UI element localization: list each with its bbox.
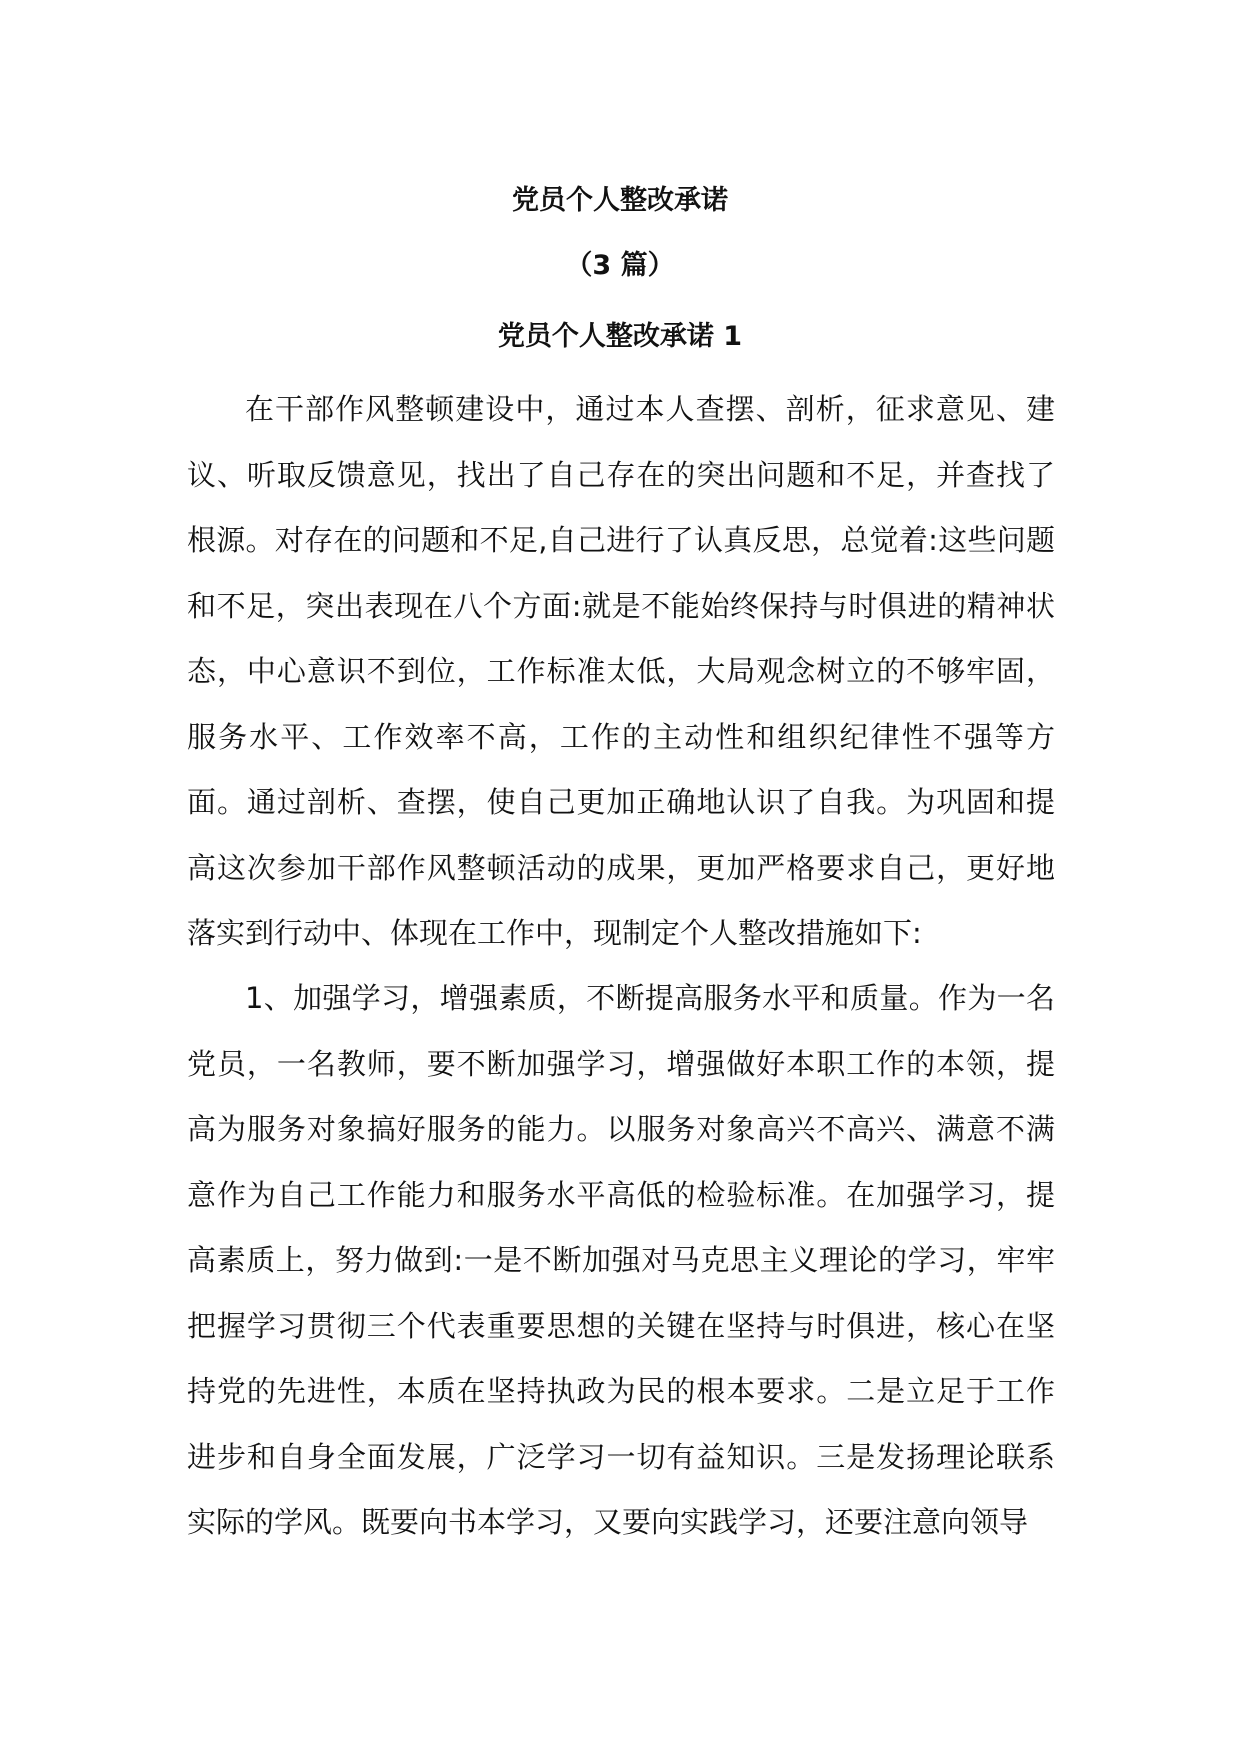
section-heading: 党员个人整改承诺 1	[497, 321, 743, 352]
body-paragraph-1-container	[187, 377, 1055, 967]
body-paragraph-2-container	[187, 966, 1055, 1556]
body-paragraph: 在干部作风整顿建设中，通过本人查摆、剖析，征求意见、建议、听取反馈意见，找出了自己存在的突出问题和不足，并查找了根源。对存在的问题和不足,自己进行了认真反思，总觉着:这些问题和不足，突出表现在八个方面:就是不能始终保持与时俱进的精神状态，中心意识不到位，工作标准太低，大局观念树立的不够牢固，服务水平、工作效率不高，工作的主动性和组织纪律性不强等方面。通过剖析、查摆，使自己更加正确地认识了自我。为巩固和提高这次参加干部作风整顿活动的成果，更加严格要求自己，更好地落实到行动中、体现在工作中，现制定个人整改措施如下:	[187, 392, 1055, 950]
body-paragraph: 1、加强学习，增强素质，不断提高服务水平和质量。作为一名党员，一名教师，要不断加强学习，增强做好本职工作的本领，提高为服务对象搞好服务的能力。以服务对象高兴不高兴、满意不满意作为自己工作能力和服务水平高低的检验标准。在加强学习，提高素质上，努力做到:一是不断加强对马克思主义理论的学习，牢牢把握学习贯彻三个代表重要思想的关键在坚持与时俱进，核心在坚持党的先进性，本质在坚持执政为民的根本要求。二是立足于工作进步和自身全面发展，广泛学习一切有益知识。三是发扬理论联系实际的学风。既要向书本学习，又要向实践学习，还要注意向领导	[187, 981, 1055, 1539]
document-title: 党员个人整改承诺	[512, 185, 728, 216]
document-subtitle: （3 篇）	[565, 250, 675, 281]
